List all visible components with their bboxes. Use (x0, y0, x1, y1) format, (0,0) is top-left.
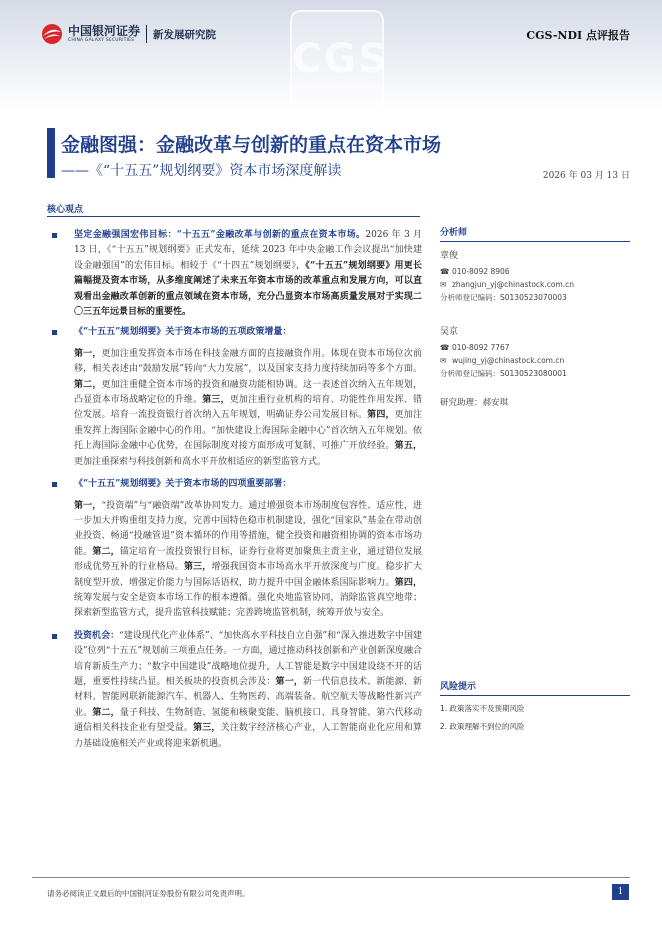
point-1-lead: 坚定金融强国宏伟目标：“十五五”金融改革与创新的重点在资本市场。 (74, 230, 366, 240)
point-2-key-1: 第一， (74, 348, 102, 359)
research-assistant: 研究助理：郝安琪 (440, 398, 509, 408)
point-2-key-3: 第三， (202, 395, 230, 406)
point-1-text: 2026 年 3 月 13 日，《“十五五”规划纲要》正式发布，延续 2023 年中央金融工作会议提出“加快建设金融强国”的宏伟目标。相较于《“十四五”规划纲要》， (74, 230, 422, 271)
core-point-2 (52, 325, 422, 340)
core-point-2-body (52, 347, 422, 470)
risk-item: 2. 政策理解不到位的风险 (440, 722, 525, 731)
company-logo[interactable] (40, 22, 216, 46)
analyst-panel (440, 225, 630, 408)
point-1-bold: 《“十五五”规划纲要》用更长篇幅提及资本市场，从多维度阐述了未来五年资本市场的改革重点和发展方向，可以直观看出金融改革创新的重点领域在资本市场，充分凸显资本市场高质量发展对于实现二〇三五年远景目标的重要性。 (74, 260, 422, 318)
point-3-text-3: 增强我国资本市场高水平开放深度与广度。稳步扩大制度型开放、增强定价能力与国际话语权，助力提升中国金融体系国际影响力。 (74, 562, 422, 588)
core-point-1 (52, 228, 422, 320)
footer-divider (32, 877, 630, 878)
point-2-text-4: 更加注重发挥上海国际金融中心的作用。“加快建设上海国际金融中心”首次纳入五年规划。依托上海国际金融中心优势，在国际制度对接方面形成可复制、可推广开放经验。 (74, 410, 422, 452)
report-type-label: CGS-NDI 点评报告 (526, 29, 630, 42)
analyst-2-name: 吴京 (440, 327, 459, 337)
analyst-1-cert: 分析师登记编码：S0130523070003 (440, 293, 567, 302)
risk-divider (440, 695, 630, 696)
point-2-key-4: 第四， (367, 410, 395, 421)
footer-disclaimer: 请务必阅读正文最后的中国银河证券股份有限公司免责声明。 (47, 889, 250, 898)
point-3-text-2: 锚定培育一流投资银行目标，证券行业将更加聚焦主责主业，通过错位发展形成优势互补的行业格局。 (74, 546, 422, 573)
title-accent-bar (47, 128, 55, 178)
logo-chinese-name: 中国银河证券 (68, 23, 141, 38)
bullet-icon (52, 233, 57, 238)
analyst-heading: 分析师 (440, 228, 468, 238)
point-3-text-1: “投资端”与“融资端”改革协同发力。通过增强资本市场制度包容性、适应性，进一步加大并购重组支持力度，完善中国特色稳市机制建设，强化“国家队”基金在带动创业投资、畅通“投融管退”资本循环的作用等措施，健全投资和融资相协调的资本市场功能。 (74, 500, 422, 557)
core-views-body (52, 228, 422, 752)
bullet-icon (52, 634, 57, 639)
bullet-icon (52, 330, 57, 335)
analyst-1-email[interactable]: zhangjun_yj@chinastock.com.cn (452, 280, 575, 289)
point-4-key-2: 第二， (92, 707, 120, 718)
core-views-heading: 核心观点 (47, 205, 84, 215)
point-2-text-2: 更加注重健全资本市场的投资和融资功能相协调。这一表述首次纳入五年规划，凸显资本市场战略定位的升维。 (74, 379, 422, 406)
bullet-icon (52, 482, 57, 487)
analyst-2 (440, 324, 630, 380)
analyst-1 (440, 248, 630, 304)
analyst-2-cert: 分析师登记编码：S0130523080001 (440, 369, 567, 378)
report-date: 2026 年 03 月 13 日 (542, 171, 630, 181)
point-4-key-3: 第三， (193, 723, 221, 734)
point-2-key-2: 第二， (74, 379, 102, 390)
phone-icon: ☎ (440, 267, 450, 276)
point-3-text-4: 统筹发展与安全是资本市场工作的根本遵循。强化央地监管协同，消除监管真空地带；探索新型监管方式，提升监管科技赋能；完善跨境监管机制，统筹开放与安全。 (74, 592, 422, 619)
cgs-watermark-badge (290, 10, 389, 110)
institute-name: 新发展研究院 (153, 28, 217, 41)
point-4-text-1: 新一代信息技术、新能源、新材料、智能网联新能源汽车、机器人、生物医药、高端装备、航空航天等战略性新兴产业。 (74, 676, 422, 718)
risk-heading: 风险提示 (440, 682, 477, 692)
point-4-lead: 投资机会： (74, 630, 120, 641)
risk-item: 1. 政策落实不及预期风险 (440, 704, 525, 713)
point-2-lead: 《“十五五”规划纲要》关于资本市场的五项政策增量： (74, 327, 292, 338)
page-subtitle: ——《“十五五”规划纲要》资本市场深度解读 (61, 163, 342, 179)
logo-english-name: CHINA GALAXY SECURITIES (68, 37, 135, 43)
analyst-divider (440, 241, 630, 242)
galaxy-logo-icon (40, 22, 64, 46)
point-4-text-0: “建设现代化产业体系”、“加快高水平科技自立自强”和“深入推进数字中国建设”位列“十五五”规划前三项重点任务。一方面，通过推动科技创新和产业创新深度融合培育新质生产力；“数字中国建设”战略地位提升，人工智能是数字中国建设绕不开的话题，重要性持续凸显。相关板块的投资机会涉及： (74, 630, 422, 687)
point-3-key-4: 第四， (394, 577, 422, 588)
point-2-text-3: 更加注重行业机构的培育、功能性作用发挥、错位发展。培育一流投资银行首次纳入五年规划，明确证券公司发展目标。 (74, 395, 422, 421)
analyst-2-email[interactable]: wujing_yj@chinastock.com.cn (452, 356, 565, 365)
email-icon: ✉ (440, 356, 447, 365)
watermark-text: CGS (292, 36, 389, 82)
point-3-lead: 《“十五五”规划纲要》关于资本市场的四项重要部署： (74, 479, 292, 490)
point-2-text-1: 更加注重发挥资本市场在科技金融方面的直接融资作用。体现在资本市场位次前移，相关表述由“鼓励发展”转向“大力发展”，以及国家支持力度持续加码等多个方面。 (74, 348, 422, 375)
core-point-3 (52, 477, 422, 492)
header-banner (0, 0, 662, 112)
core-point-3-body (52, 499, 422, 622)
phone-icon: ☎ (440, 343, 450, 352)
analyst-1-name: 章俊 (440, 251, 459, 261)
point-4-key-1: 第一， (275, 676, 304, 687)
point-3-key-1: 第一， (74, 500, 102, 511)
page-title: 金融图强：金融改革与创新的重点在资本市场 (61, 134, 442, 156)
risk-panel (440, 679, 630, 736)
point-3-key-3: 第三， (183, 562, 212, 573)
point-3-key-2: 第二， (92, 546, 120, 557)
point-2-text-5: 更加注重探索与科技创新和高水平开放相适应的新型监管方式。 (74, 456, 327, 467)
point-4-text-3: 关注数字经济核心产业，人工智能商业化应用和算力基础设施相关产业或将迎来新机遇。 (74, 723, 422, 749)
point-4-text-2: 量子科技、生物制造、氢能和核聚变能、脑机接口、具身智能、第六代移动通信相关科技企业有望受益。 (74, 707, 422, 734)
analyst-1-phone: 010-8092 8906 (452, 267, 510, 276)
logo-divider (146, 25, 147, 43)
email-icon: ✉ (440, 280, 447, 289)
page-number: 1 (612, 884, 629, 900)
analyst-2-phone: 010-8092 7767 (452, 343, 510, 352)
point-2-key-5: 第五， (394, 441, 422, 452)
core-point-4 (52, 629, 422, 752)
core-views-divider (47, 216, 420, 217)
